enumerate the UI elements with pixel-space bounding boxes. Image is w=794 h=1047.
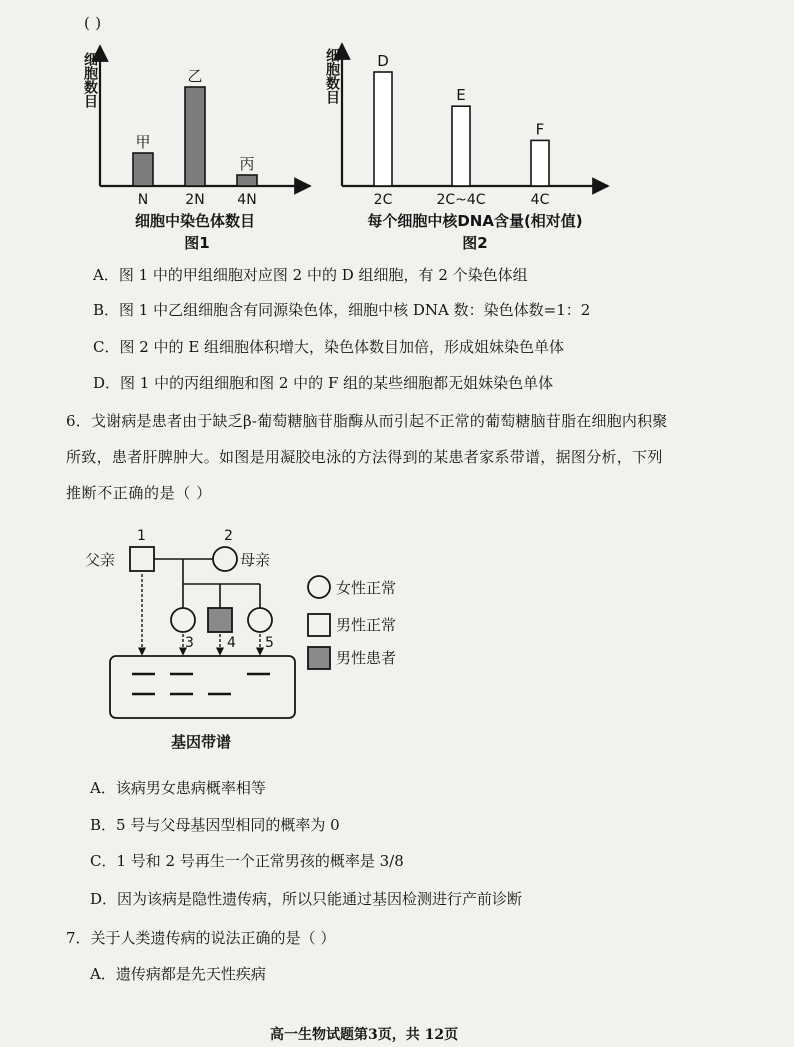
bar-label: 甲 (135, 133, 151, 151)
individual-2-number: 2 (224, 528, 233, 544)
legend-female-normal-label: 女性正常 (336, 579, 397, 597)
mother-label: 母亲 (240, 551, 271, 569)
figure1-caption: 图1 (184, 234, 210, 252)
daughter-5-symbol (248, 608, 272, 632)
q6-stem-line3: 推断不正确的是（ ） (66, 484, 212, 502)
figure2-x-label: 每个细胞中核DNA含量(相对值) (367, 212, 583, 230)
bar-label: F (535, 120, 545, 139)
legend-male-normal-label: 男性正常 (336, 616, 397, 634)
bar-label: D (377, 52, 389, 70)
q6-option-b: B．5 号与父母基因型相同的概率为 0 (90, 816, 340, 834)
daughter-3-symbol (171, 608, 195, 632)
q7-stem: 7．关于人类遗传病的说法正确的是（ ） (66, 929, 336, 947)
q6-option-a: A．该病男女患病概率相等 (90, 779, 266, 797)
father-label: 父亲 (85, 551, 116, 569)
q5-option-a: A．图 1 中的甲组细胞对应图 2 中的 D 组细胞，有 2 个染色体组 (93, 266, 528, 284)
q6-option-c: C．1 号和 2 号再生一个正常男孩的概率是 3/8 (90, 852, 404, 870)
bar-F (531, 140, 549, 186)
x-tick-label: N (137, 192, 149, 208)
bar-D (374, 72, 392, 186)
q5-option-c: C．图 2 中的 E 组细胞体积增大，染色体数目加倍，形成姐妹染色单体 (93, 338, 565, 356)
legend-male-patient-symbol (308, 647, 330, 669)
individual-3-number: 3 (185, 635, 194, 651)
bar-label: 乙 (187, 67, 203, 85)
x-tick-label: 4N (237, 192, 257, 208)
bar-丙 (237, 175, 257, 186)
figure2-chart (310, 36, 620, 256)
individual-5-number: 5 (265, 635, 274, 651)
individual-4-number: 4 (227, 635, 236, 651)
father-symbol (130, 547, 154, 571)
q6-stem-line2: 所致，患者肝脾肿大。如图是用凝胶电泳的方法得到的某患者家系带谱，据图分析，下列 (66, 448, 663, 466)
legend-male-normal-symbol (308, 614, 330, 636)
figure2-y-label: 细胞数目 (324, 48, 340, 104)
figure1-x-label: 细胞中染色体数目 (134, 212, 256, 230)
q7-option-a: A．遗传病都是先天性疾病 (90, 965, 266, 983)
bar-乙 (185, 87, 205, 186)
figure1-y-label: 细胞数目 (82, 52, 98, 108)
figure1-chart (70, 36, 320, 256)
q5-option-b: B．图 1 中乙组细胞含有同源染色体，细胞中核 DNA 数：染色体数=1：2 (93, 301, 591, 319)
son-4-patient-symbol (208, 608, 232, 632)
pedigree-diagram (75, 522, 415, 757)
question-answer-paren: ( ) (84, 14, 102, 32)
bar-label: E (456, 86, 466, 105)
figure2-caption: 图2 (462, 234, 488, 252)
q6-stem-line1: 6．戈谢病是患者由于缺乏β-葡萄糖脑苷脂酶从而引起不正常的葡萄糖脑苷脂在细胞内积聚 (66, 412, 668, 430)
x-tick-label: 2C (373, 192, 393, 208)
bar-label: 丙 (239, 155, 255, 173)
x-tick-label: 2N (185, 192, 205, 208)
legend-female-normal-symbol (308, 576, 330, 598)
x-tick-label: 2C~4C (436, 192, 486, 208)
q5-option-d: D．图 1 中的丙组细胞和图 2 中的 F 组的某些细胞都无姐妹染色单体 (93, 374, 554, 392)
mother-symbol (213, 547, 237, 571)
legend-male-patient-label: 男性患者 (336, 649, 397, 667)
q6-option-d: D．因为该病是隐性遗传病，所以只能通过基因检测进行产前诊断 (90, 890, 523, 908)
gel-box (110, 656, 295, 718)
x-tick-label: 4C (530, 192, 550, 208)
bar-甲 (133, 153, 153, 186)
gel-caption: 基因带谱 (170, 733, 232, 751)
bar-E (452, 106, 470, 186)
page-footer: 高一生物试题第3页，共 12页 (270, 1027, 459, 1043)
individual-1-number: 1 (137, 528, 146, 544)
